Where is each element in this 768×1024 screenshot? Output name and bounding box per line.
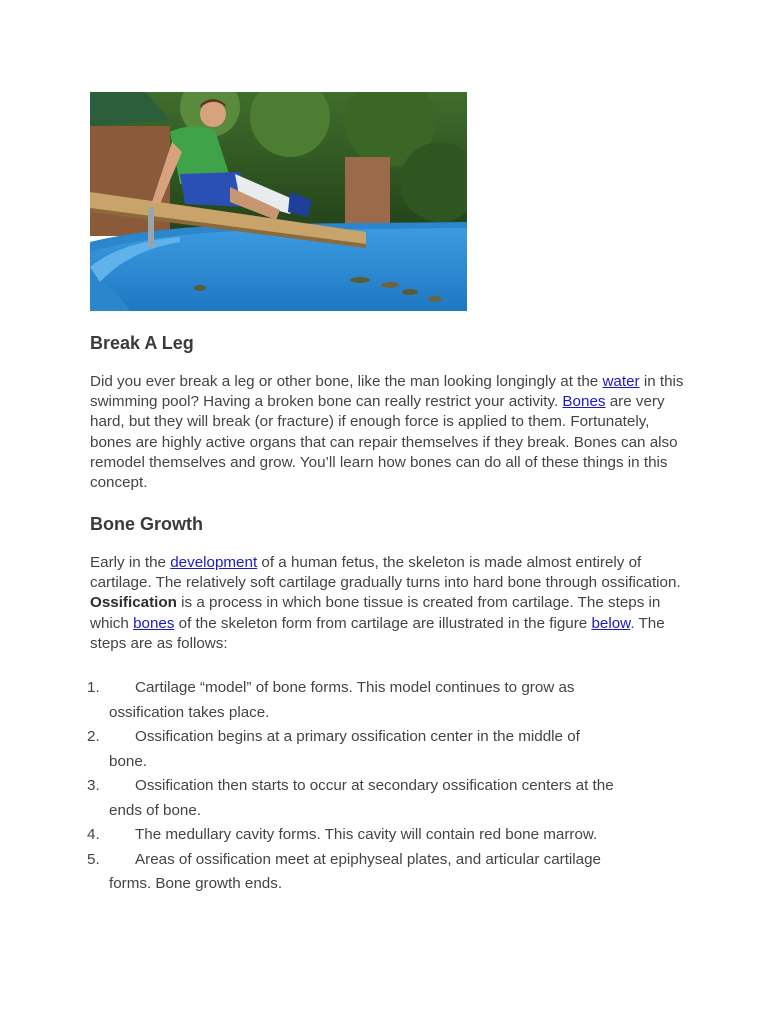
step-text-continued: bone. (109, 752, 148, 770)
list-number: 5. (87, 850, 100, 868)
step-text: Cartilage “model” of bone forms. This model continues to grow as (135, 679, 575, 696)
ossification-term: Ossification (90, 594, 177, 612)
below-link[interactable]: below (591, 614, 631, 632)
list-item (87, 774, 690, 823)
list-number: 4. (87, 826, 100, 843)
step-text-continued: ends of bone. (109, 801, 202, 819)
man-on-diving-board-photo (90, 92, 467, 311)
bone-growth-paragraph (90, 553, 686, 654)
list-number: 1. (87, 679, 100, 696)
paragraph-text: Early in the (90, 554, 171, 571)
paragraph-text: . The steps are as follows: (90, 614, 665, 652)
development-link[interactable]: development (170, 554, 258, 571)
list-number: 2. (87, 728, 100, 745)
list-item (87, 676, 690, 725)
step-text-continued: ossification takes place. (109, 703, 270, 721)
list-number: 3. (87, 777, 100, 794)
step-text: Ossification then starts to occur at secondary ossification centers at the (135, 777, 614, 794)
ossification-steps-list (87, 676, 690, 897)
paragraph-text: Did you ever break a leg or other bone, like the man looking longingly at the (90, 373, 603, 390)
step-text: Ossification begins at a primary ossification center in the middle of (135, 728, 580, 745)
list-item (87, 823, 690, 848)
section-heading-bone-growth: Bone Growth (90, 514, 203, 534)
intro-paragraph (90, 372, 686, 493)
list-item (87, 725, 690, 774)
paragraph-text: of a human fetus, the skeleton is made almost entirely of cartilage. The relatively soft cartilage gradually turns into hard bone through ossification. (90, 554, 681, 592)
step-text: The medullary cavity forms. This cavity will contain red bone marrow. (135, 826, 598, 843)
paragraph-text: is a process in which bone tissue is created from cartilage. The steps in which (90, 594, 661, 632)
section-heading-break-a-leg: Break A Leg (90, 333, 194, 353)
bones-link-2[interactable]: bones (133, 614, 175, 632)
bones-link[interactable]: Bones (562, 393, 606, 411)
paragraph-text: in this swimming pool? Having a broken bone can really restrict your activity. (90, 373, 684, 411)
step-text: Areas of ossification meet at epiphyseal plates, and articular cartilage (135, 850, 601, 868)
paragraph-text: are very hard, but they will break (or fracture) if enough force is applied to them. Fortunately, bones are highly active organs that can repair themselves if they break. Bones can also remodel themselves and grow. You’ll learn how bones can do all of these things in this concept. (90, 393, 678, 492)
paragraph-text: of the skeleton form from cartilage are illustrated in the figure (174, 614, 592, 632)
list-item (87, 848, 690, 897)
water-link[interactable]: water (602, 373, 640, 390)
step-text-continued: forms. Bone growth ends. (109, 875, 283, 892)
